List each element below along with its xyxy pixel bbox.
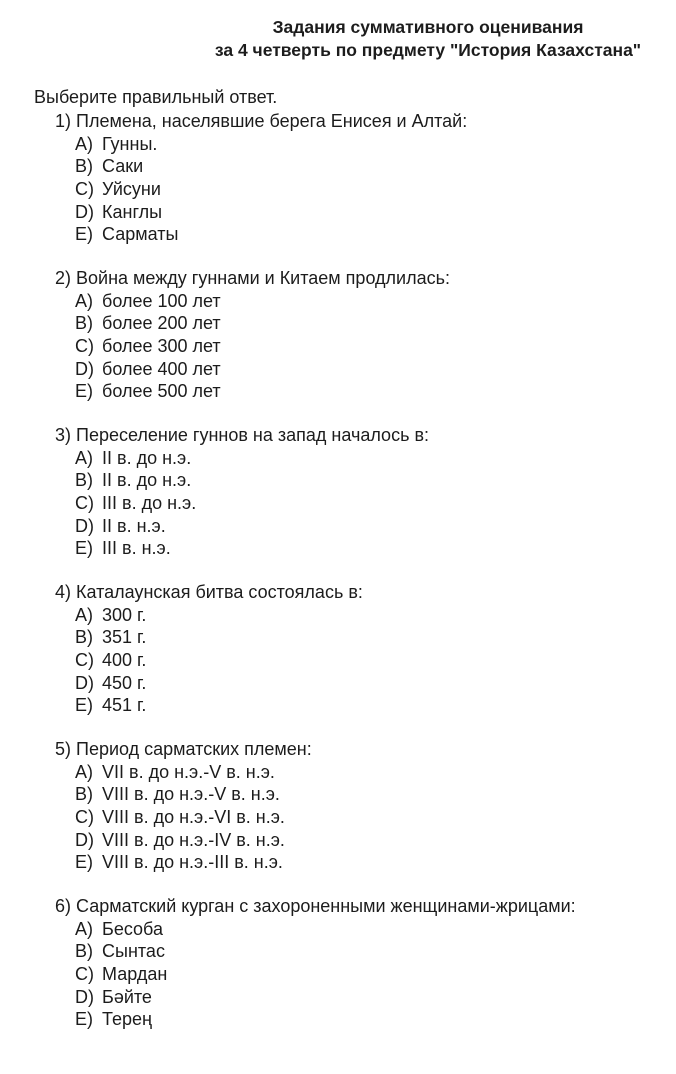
option-text: 300 г.	[102, 604, 147, 625]
option-text: VIII в. до н.э.-VI в. н.э.	[102, 806, 285, 827]
option-text: более 400 лет	[102, 358, 221, 379]
option-text: Уйсуни	[102, 178, 161, 199]
answer-options	[55, 447, 665, 561]
answer-option	[75, 940, 665, 963]
option-letter: E)	[75, 381, 93, 402]
question-5	[55, 738, 665, 874]
question-6	[55, 895, 665, 1031]
answer-option	[75, 133, 665, 156]
option-letter: A)	[75, 604, 93, 625]
option-text: III в. до н.э.	[102, 492, 197, 513]
question-text: 6) Сарматский курган с захороненными женщинами-жрицами:	[55, 896, 576, 917]
option-text: более 100 лет	[102, 290, 221, 311]
answer-option	[75, 492, 665, 515]
option-letter: A)	[75, 447, 93, 468]
option-text: Канглы	[102, 201, 163, 222]
answer-option	[75, 604, 665, 627]
question-spacer	[55, 874, 665, 895]
question-3	[55, 424, 665, 560]
option-letter: D)	[75, 672, 94, 693]
question-text: 5) Период сарматских племен:	[55, 739, 312, 760]
option-letter: C)	[75, 335, 94, 356]
document-title	[0, 16, 676, 62]
option-text: Терең	[102, 1009, 152, 1030]
option-text: III в. н.э.	[102, 538, 171, 559]
answer-option	[75, 201, 665, 224]
option-text: Бесоба	[102, 918, 163, 939]
option-letter: A)	[75, 918, 93, 939]
option-letter: D)	[75, 986, 94, 1007]
option-text: Гунны.	[102, 133, 158, 154]
question-spacer	[55, 560, 665, 581]
answer-option	[75, 851, 665, 874]
option-text: 400 г.	[102, 649, 147, 670]
option-letter: D)	[75, 201, 94, 222]
title-line-1: Задания суммативного оценивания	[272, 17, 584, 37]
option-letter: A)	[75, 133, 93, 154]
answer-option	[75, 963, 665, 986]
answer-option	[75, 469, 665, 492]
option-letter: E)	[75, 852, 93, 873]
answer-option	[75, 380, 665, 403]
answer-option	[75, 829, 665, 852]
option-text: Саки	[102, 156, 144, 177]
answer-option	[75, 672, 665, 695]
question-spacer	[55, 403, 665, 424]
question-text: 4) Каталаунская битва состоялась в:	[55, 582, 363, 603]
option-letter: D)	[75, 358, 94, 379]
option-text: 451 г.	[102, 695, 147, 716]
answer-option	[75, 1008, 665, 1031]
option-text: Бәйте	[102, 986, 152, 1007]
title-line-2: за 4 четверть по предмету "История Казахстана"	[214, 40, 642, 60]
option-letter: B)	[75, 784, 93, 805]
answer-option	[75, 290, 665, 313]
answer-option	[75, 358, 665, 381]
option-letter: A)	[75, 290, 93, 311]
option-letter: E)	[75, 224, 93, 245]
questions-list	[55, 110, 665, 1031]
option-text: более 300 лет	[102, 335, 221, 356]
answer-option	[75, 312, 665, 335]
answer-options	[55, 604, 665, 718]
answer-option	[75, 918, 665, 941]
answer-option	[75, 223, 665, 246]
option-text: II в. до н.э.	[102, 447, 192, 468]
answer-option	[75, 986, 665, 1009]
instruction-text: Выберите правильный ответ.	[34, 87, 278, 107]
option-letter: C)	[75, 178, 94, 199]
option-letter: B)	[75, 627, 93, 648]
answer-options	[55, 761, 665, 875]
answer-option	[75, 694, 665, 717]
answer-option	[75, 761, 665, 784]
question-spacer	[55, 717, 665, 738]
question-text: 3) Переселение гуннов на запад началось в:	[55, 425, 430, 446]
option-letter: E)	[75, 695, 93, 716]
answer-option	[75, 178, 665, 201]
answer-option	[75, 515, 665, 538]
question-2	[55, 267, 665, 403]
option-letter: D)	[75, 829, 94, 850]
answer-options	[55, 918, 665, 1032]
option-letter: C)	[75, 806, 94, 827]
option-letter: C)	[75, 963, 94, 984]
answer-option	[75, 335, 665, 358]
answer-option	[75, 447, 665, 470]
option-text: VIII в. до н.э.-V в. н.э.	[102, 784, 280, 805]
option-letter: D)	[75, 515, 94, 536]
option-text: Сынтас	[102, 941, 165, 962]
option-text: VIII в. до н.э.-IV в. н.э.	[102, 829, 285, 850]
option-text: Мардан	[102, 963, 168, 984]
option-text: II в. н.э.	[102, 515, 166, 536]
answer-options	[55, 133, 665, 247]
option-letter: A)	[75, 761, 93, 782]
option-letter: E)	[75, 538, 93, 559]
option-text: 450 г.	[102, 672, 147, 693]
question-spacer	[55, 246, 665, 267]
answer-option	[75, 626, 665, 649]
answer-option	[75, 783, 665, 806]
option-letter: E)	[75, 1009, 93, 1030]
option-text: 351 г.	[102, 627, 147, 648]
option-text: более 500 лет	[102, 381, 221, 402]
option-letter: B)	[75, 313, 93, 334]
answer-option	[75, 537, 665, 560]
option-letter: C)	[75, 492, 94, 513]
question-1	[55, 110, 665, 246]
answer-options	[55, 290, 665, 404]
option-letter: B)	[75, 941, 93, 962]
answer-option	[75, 155, 665, 178]
option-text: II в. до н.э.	[102, 470, 192, 491]
option-text: VII в. до н.э.-V в. н.э.	[102, 761, 275, 782]
option-letter: B)	[75, 470, 93, 491]
question-4	[55, 581, 665, 717]
answer-option	[75, 806, 665, 829]
option-letter: B)	[75, 156, 93, 177]
question-text: 2) Война между гуннами и Китаем продлилась:	[55, 268, 451, 289]
option-text: более 200 лет	[102, 313, 221, 334]
question-text: 1) Племена, населявшие берега Енисея и Алтай:	[55, 111, 468, 131]
option-letter: C)	[75, 649, 94, 670]
option-text: VIII в. до н.э.-III в. н.э.	[102, 852, 283, 873]
answer-option	[75, 649, 665, 672]
option-text: Сарматы	[102, 224, 179, 245]
